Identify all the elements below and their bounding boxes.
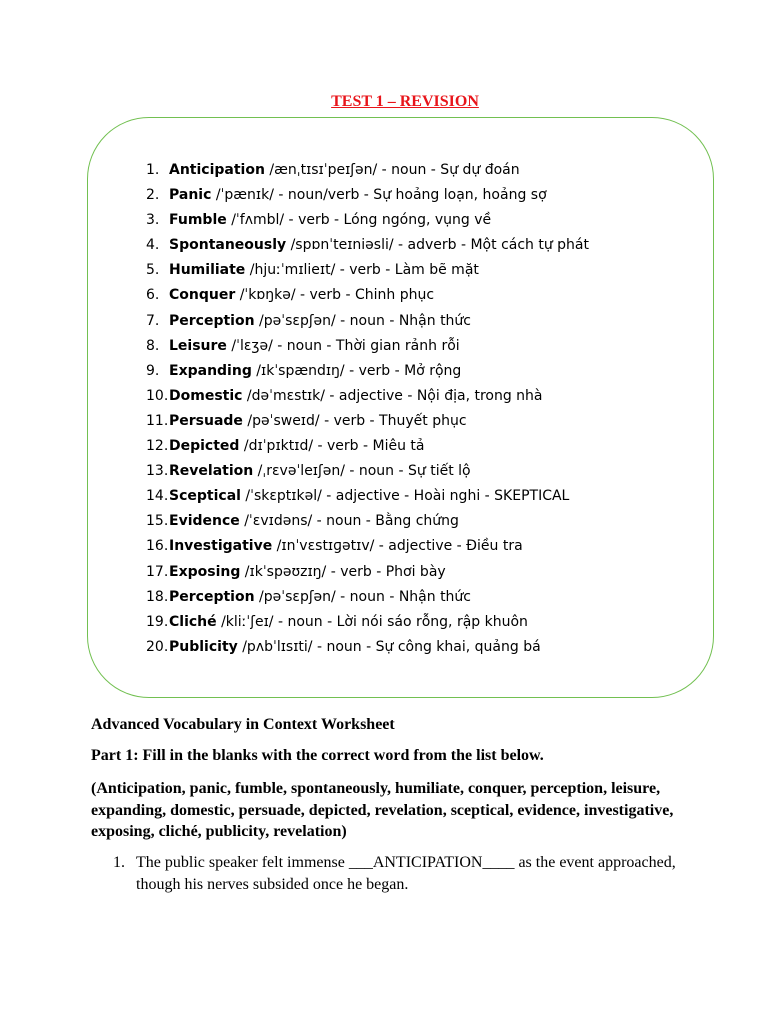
vocab-number: 12. xyxy=(146,438,169,455)
vocab-definition: /hjuːˈmɪlieɪt/ - verb - Làm bẽ mặt xyxy=(245,262,479,279)
vocab-word: Publicity xyxy=(169,638,238,655)
vocab-number: 8. xyxy=(146,337,160,354)
vocab-number: 15. xyxy=(146,513,169,530)
vocab-word: Leisure xyxy=(169,337,227,354)
vocab-word: Perception xyxy=(169,312,255,329)
vocab-number: 9. xyxy=(146,362,160,379)
vocab-item xyxy=(146,258,589,283)
vocab-definition: /pʌbˈlɪsɪti/ - noun - Sự công khai, quảng bá xyxy=(237,638,541,655)
vocab-word: Revelation xyxy=(169,463,254,480)
vocab-item xyxy=(146,334,589,359)
vocab-number: 2. xyxy=(146,187,160,204)
vocab-item xyxy=(146,309,589,334)
vocab-item xyxy=(146,283,589,308)
vocab-word: Investigative xyxy=(169,538,273,555)
vocab-item xyxy=(146,409,589,434)
vocab-item xyxy=(146,585,589,610)
vocab-word: Persuade xyxy=(169,412,243,429)
vocab-definition: /ˈkɒŋkə/ - verb - Chinh phục xyxy=(235,287,435,304)
vocab-item xyxy=(146,233,589,258)
part1-heading: Part 1: Fill in the blanks with the correct word from the list below. xyxy=(91,747,544,764)
vocab-word: Cliché xyxy=(169,613,217,630)
page-title: TEST 1 – REVISION xyxy=(331,93,479,110)
vocab-item xyxy=(146,359,589,384)
vocab-definition: /ɪnˈvɛstɪɡətɪv/ - adjective - Điều tra xyxy=(272,538,523,555)
vocab-definition: /dɪˈpɪktɪd/ - verb - Miêu tả xyxy=(239,438,425,455)
vocab-definition: /ˌrɛvəˈleɪʃən/ - noun - Sự tiết lộ xyxy=(253,463,471,480)
vocab-definition: /ˈɛvɪdəns/ - noun - Bằng chứng xyxy=(239,513,459,530)
vocab-word: Humiliate xyxy=(169,262,246,279)
vocab-definition: /ˈfʌmbl/ - verb - Lóng ngóng, vụng về xyxy=(226,212,492,229)
vocab-word: Expanding xyxy=(169,362,252,379)
vocab-item xyxy=(146,183,589,208)
vocab-number: 10. xyxy=(146,387,169,404)
vocab-item xyxy=(146,384,589,409)
vocab-word: Sceptical xyxy=(169,488,241,505)
vocab-number: 16. xyxy=(146,538,169,555)
vocab-number: 5. xyxy=(146,262,160,279)
vocab-number: 17. xyxy=(146,563,169,580)
vocab-number: 20. xyxy=(146,638,169,655)
vocab-item xyxy=(146,158,589,183)
vocab-word: Domestic xyxy=(169,387,243,404)
vocab-definition: /pəˈsɛpʃən/ - noun - Nhận thức xyxy=(254,588,472,605)
vocab-item xyxy=(146,534,589,559)
vocab-item xyxy=(146,459,589,484)
worksheet-title: Advanced Vocabulary in Context Worksheet xyxy=(91,716,395,733)
vocab-word: Spontaneously xyxy=(169,237,287,254)
vocab-definition: /ænˌtɪsɪˈpeɪʃən/ - noun - Sự dự đoán xyxy=(264,162,520,178)
vocab-word: Exposing xyxy=(169,563,241,580)
vocab-definition: /spɒnˈteɪniəsli/ - adverb - Một cách tự phát xyxy=(286,237,589,254)
vocab-number: 19. xyxy=(146,613,169,630)
vocab-number: 14. xyxy=(146,488,169,505)
vocab-definition: /pəˈsweɪd/ - verb - Thuyết phục xyxy=(242,412,467,429)
vocab-number: 13. xyxy=(146,463,169,480)
vocab-definition: /ˈlɛʒə/ - noun - Thời gian rảnh rỗi xyxy=(226,337,460,354)
vocab-definition: /dəˈmɛstɪk/ - adjective - Nội địa, trong nhà xyxy=(242,387,543,404)
vocab-number: 7. xyxy=(146,312,160,329)
vocab-word: Fumble xyxy=(169,212,227,229)
vocab-word: Conquer xyxy=(169,287,236,304)
vocab-number: 18. xyxy=(146,588,169,605)
vocab-item xyxy=(146,509,589,534)
vocab-word: Perception xyxy=(169,588,255,605)
vocab-item xyxy=(146,434,589,459)
vocab-number: 6. xyxy=(146,287,160,304)
vocab-definition: /kliːˈʃeɪ/ - noun - Lời nói sáo rỗng, rập khuôn xyxy=(216,613,528,630)
vocab-definition: /ˈskɛptɪkəl/ - adjective - Hoài nghi - SKEPTICAL xyxy=(240,488,570,505)
vocab-list xyxy=(146,158,589,660)
vocab-definition: /pəˈsɛpʃən/ - noun - Nhận thức xyxy=(254,312,472,329)
vocab-item xyxy=(146,484,589,509)
vocab-item xyxy=(146,610,589,635)
word-list: (Anticipation, panic, fumble, spontaneously, humiliate, conquer, perception, leisure, expanding, domestic, persuade, depicted, revelation, sceptical, evidence, investigative, exposing, cliché, publicity, revelation) xyxy=(91,780,674,840)
question-number: 1. xyxy=(113,854,125,871)
vocab-number: 11. xyxy=(146,412,169,429)
vocab-word: Panic xyxy=(169,187,212,204)
vocab-definition: /ˈpænɪk/ - noun/verb - Sự hoảng loạn, hoảng sợ xyxy=(211,187,547,204)
vocab-word: Evidence xyxy=(169,513,240,530)
vocab-word: Anticipation xyxy=(169,162,265,178)
question-text: The public speaker felt immense ___ANTICIPATION____ as the event approached, though his nerves subsided once he began. xyxy=(136,854,676,893)
vocab-word: Depicted xyxy=(169,438,240,455)
question-item xyxy=(113,852,703,895)
vocab-definition: /ɪkˈspəʊzɪŋ/ - verb - Phơi bày xyxy=(240,563,446,580)
vocab-number: 4. xyxy=(146,237,160,254)
vocab-number: 1. xyxy=(146,162,160,178)
vocab-item xyxy=(146,560,589,585)
vocab-item xyxy=(146,635,589,660)
vocab-item xyxy=(146,208,589,233)
vocab-definition: /ɪkˈspændɪŋ/ - verb - Mở rộng xyxy=(251,362,462,379)
vocab-number: 3. xyxy=(146,212,160,229)
